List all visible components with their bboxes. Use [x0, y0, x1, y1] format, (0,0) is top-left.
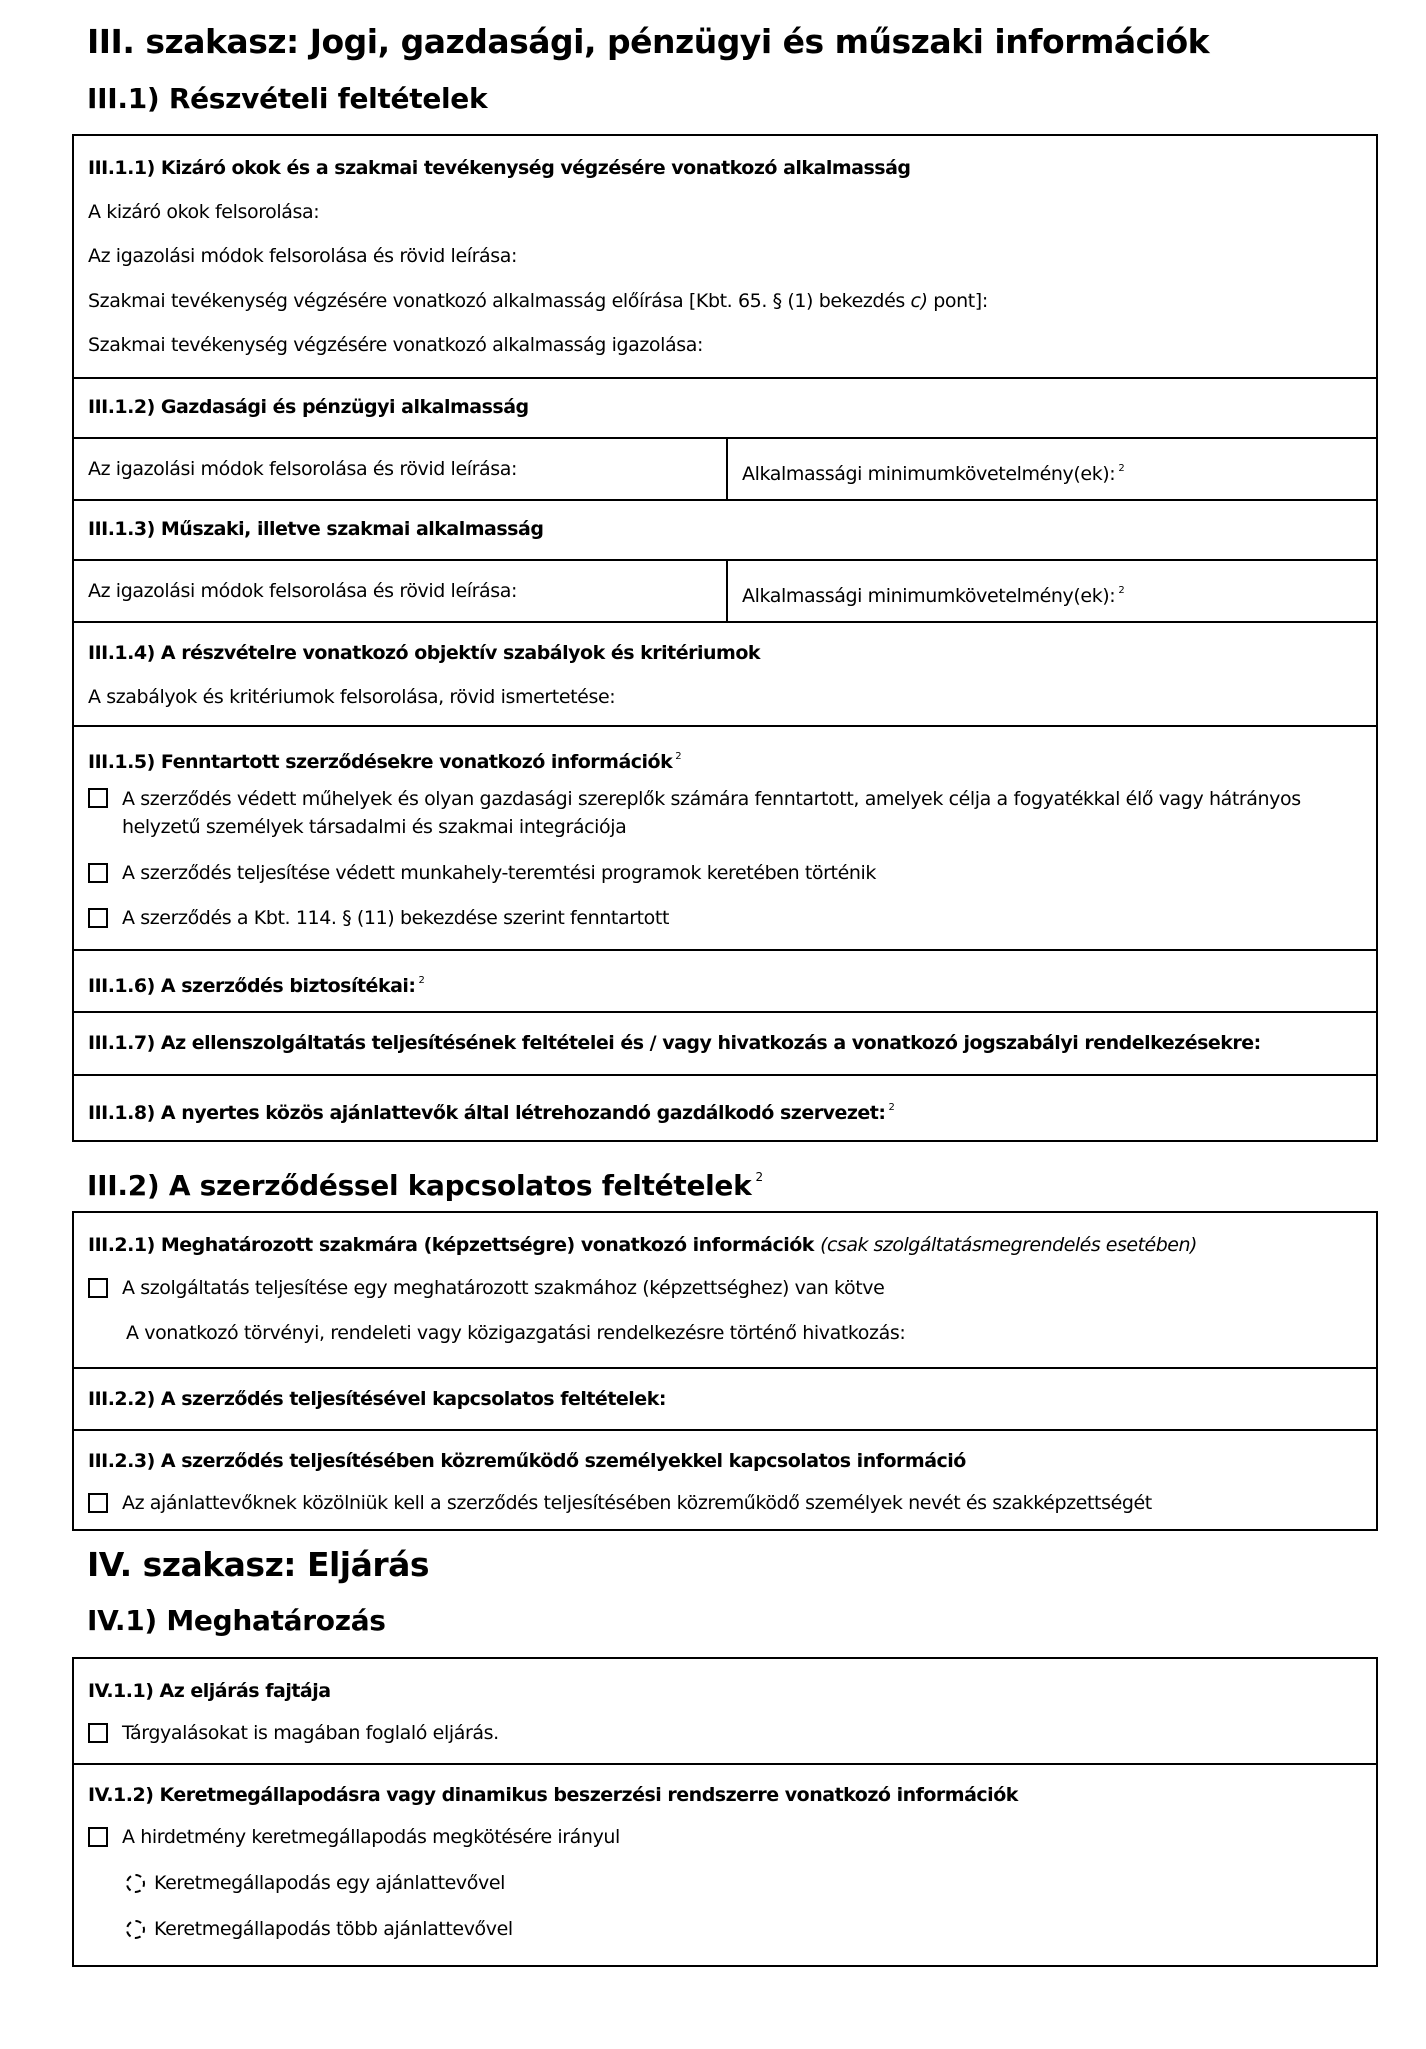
- contract-conditions-box: [72, 1211, 1378, 1531]
- row-title: III.1.2) Gazdasági és pénzügyi alkalmasság: [88, 396, 529, 418]
- row-title: III.2.3) A szerződés teljesítésében közreműködő személyekkel kapcsolatos információ: [88, 1450, 966, 1472]
- framework-agreement-checkbox[interactable]: [88, 1827, 108, 1847]
- sheltered-workshop-label: A szerződés védett műhelyek és olyan gazdasági szereplők számára fenntartott, amelyek célja a fogyatékkal élő vagy hátrányos helyzetű személyek társadalmi és szakmai integrációja: [122, 788, 1301, 838]
- procedure-definition-box: [72, 1657, 1378, 1967]
- sheltered-workshop-checkbox[interactable]: [88, 788, 108, 808]
- row-iii-2-3: [74, 1429, 1376, 1535]
- row-iii-1-1: [74, 136, 1376, 377]
- participation-conditions-box: [72, 134, 1378, 1142]
- row-iii-1-2: [74, 377, 1376, 439]
- row-title: III.1.8) A nyertes közös ajánlattevők által létrehozandó gazdálkodó szervezet: $^2$: [88, 1102, 895, 1124]
- single-operator-label: Keretmegállapodás egy ajánlattevővel: [154, 1872, 505, 1894]
- section-3-2-title: III.2) A szerződéssel kapcsolatos feltételek $^2$: [87, 1169, 763, 1202]
- sheltered-employment-label: A szerződés teljesítése védett munkahely-teremtési programok keretében történik: [122, 862, 877, 884]
- row-iii-1-6: [74, 949, 1376, 1013]
- staff-names-checkbox[interactable]: [88, 1493, 108, 1513]
- row-title: III.1.4) A részvételre vonatkozó objektív szabályok és kritériumok: [88, 642, 761, 664]
- column-divider: [726, 439, 728, 501]
- section-4-title: IV. szakasz: Eljárás: [87, 1545, 430, 1584]
- row-iii-1-4: [74, 621, 1376, 727]
- row-iii-1-2-details: [74, 437, 1376, 501]
- row-title: III.1.1) Kizáró okok és a szakmai tevékenység végzésére vonatkozó alkalmasság: [88, 157, 911, 179]
- framework-agreement-label: A hirdetmény keretmegállapodás megkötésére irányul: [122, 1826, 620, 1848]
- row-title: IV.1.1) Az eljárás fajtája: [88, 1680, 331, 1702]
- minimum-requirements-label: Alkalmassági minimumkövetelmény(ek): $^2$: [742, 463, 1125, 485]
- professional-suitability-requirement-label: Szakmai tevékenység végzésére vonatkozó alkalmasság előírása [Kbt. 65. § (1) bekezdés c) pont]:: [88, 290, 988, 312]
- multiple-operators-label: Keretmegállapodás több ajánlattevővel: [154, 1918, 513, 1940]
- single-operator-radio[interactable]: [126, 1874, 145, 1893]
- row-iii-1-3-details: [74, 559, 1376, 623]
- minimum-requirements-label: Alkalmassági minimumkövetelmény(ek): $^2$: [742, 585, 1125, 607]
- verification-methods-label: Az igazolási módok felsorolása és rövid leírása:: [88, 580, 518, 602]
- section-3-1-title: III.1) Részvételi feltételek: [87, 82, 488, 115]
- exclusion-grounds-label: A kizáró okok felsorolása:: [88, 201, 320, 223]
- verification-methods-label: Az igazolási módok felsorolása és rövid leírása:: [88, 458, 518, 480]
- column-divider: [726, 561, 728, 623]
- row-title: III.1.6) A szerződés biztosítékai: $^2$: [88, 975, 425, 997]
- row-title: IV.1.2) Keretmegállapodásra vagy dinamikus beszerzési rendszerre vonatkozó információk: [88, 1784, 1018, 1806]
- section-3-title: III. szakasz: Jogi, gazdasági, pénzügyi és műszaki információk: [87, 22, 1210, 61]
- row-iii-1-8: [74, 1074, 1376, 1142]
- row-iv-1-2: [74, 1763, 1376, 1967]
- row-iii-1-5: [74, 725, 1376, 951]
- row-title: III.2.2) A szerződés teljesítésével kapcsolatos feltételek:: [88, 1388, 666, 1410]
- staff-names-label: Az ajánlattevőknek közölniük kell a szerződés teljesítésében közreműködő személyek nevét és szakképzettségét: [122, 1492, 1152, 1514]
- row-title: III.1.7) Az ellenszolgáltatás teljesítésének feltételei és / vagy hivatkozás a vonatkozó jogszabályi rendelkezésekre:: [88, 1032, 1261, 1054]
- row-title: III.2.1) Meghatározott szakmára (képzettségre) vonatkozó információk (csak szolgáltatásmegrendelés esetében): [88, 1234, 1197, 1256]
- negotiated-procedure-label: Tárgyalásokat is magában foglaló eljárás.: [122, 1722, 499, 1744]
- row-iii-2-2: [74, 1367, 1376, 1431]
- row-iv-1-1: [74, 1659, 1376, 1763]
- row-iii-1-3: [74, 499, 1376, 561]
- row-iii-1-7: [74, 1011, 1376, 1076]
- reserved-kbt-checkbox[interactable]: [88, 908, 108, 928]
- reserved-kbt-label: A szerződés a Kbt. 114. § (11) bekezdése szerint fenntartott: [122, 907, 669, 929]
- professional-suitability-proof-label: Szakmai tevékenység végzésére vonatkozó alkalmasság igazolása:: [88, 334, 704, 356]
- rules-criteria-label: A szabályok és kritériumok felsorolása, rövid ismertetése:: [88, 686, 616, 708]
- sheltered-employment-checkbox[interactable]: [88, 863, 108, 883]
- section-4-1-title: IV.1) Meghatározás: [87, 1604, 386, 1637]
- row-title: III.1.5) Fenntartott szerződésekre vonatkozó információk $^2$: [88, 751, 682, 773]
- row-title: III.1.3) Műszaki, illetve szakmai alkalmasság: [88, 518, 544, 540]
- multiple-operators-radio[interactable]: [126, 1920, 145, 1939]
- negotiated-procedure-checkbox[interactable]: [88, 1723, 108, 1743]
- verification-methods-label: Az igazolási módok felsorolása és rövid leírása:: [88, 245, 518, 267]
- row-iii-2-1: [74, 1213, 1376, 1367]
- profession-restricted-checkbox[interactable]: [88, 1278, 108, 1298]
- profession-restricted-label: A szolgáltatás teljesítése egy meghatározott szakmához (képzettséghez) van kötve: [122, 1277, 885, 1299]
- legal-reference-label: A vonatkozó törvényi, rendeleti vagy közigazgatási rendelkezésre történő hivatkozás:: [126, 1322, 906, 1344]
